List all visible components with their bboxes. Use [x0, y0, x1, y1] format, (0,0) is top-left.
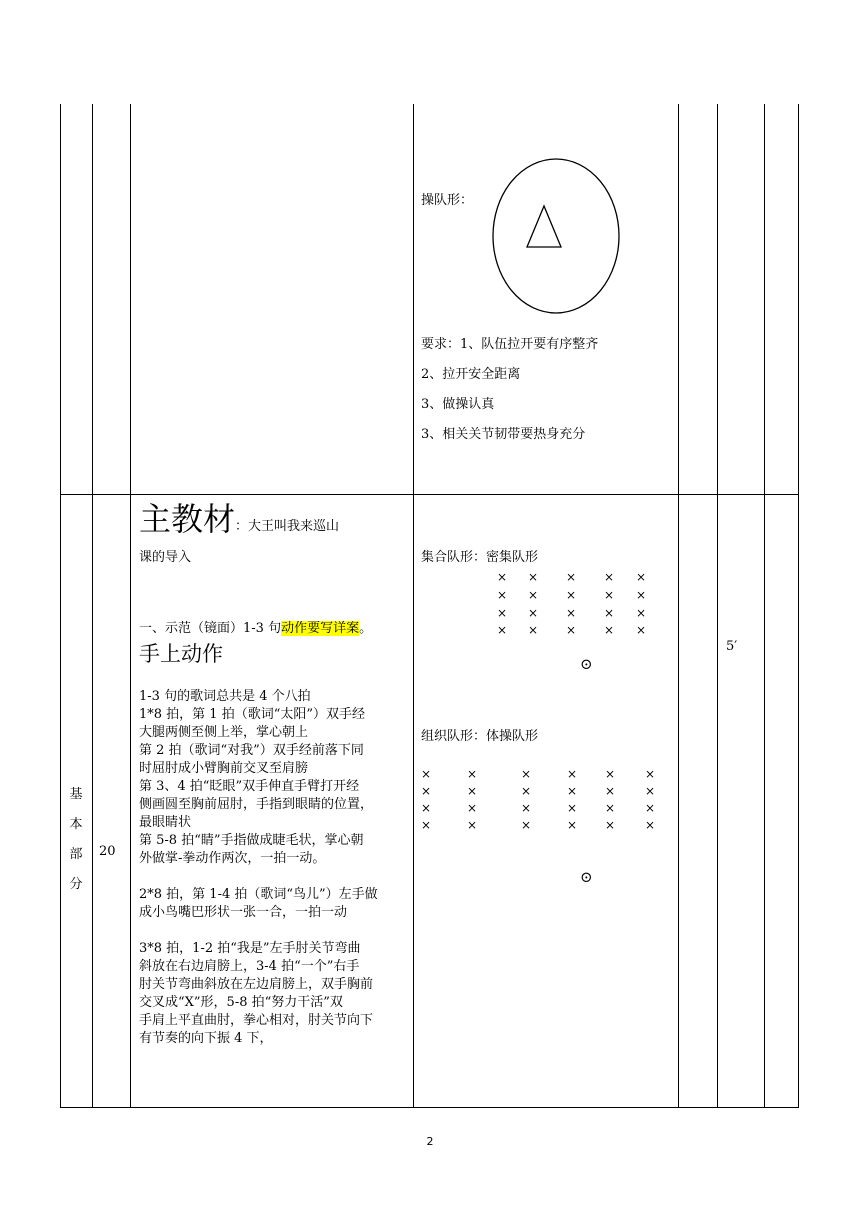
student-mark: ×: [467, 801, 478, 815]
text-line: 1-3 句的歌词总共是 4 个八拍: [139, 689, 311, 704]
teacher-triangle-icon: [527, 206, 561, 247]
requirement-item: 2、拉开安全距离: [421, 367, 521, 382]
table-col-line-5: [717, 104, 718, 1108]
demo-highlight: 动作要写详案: [281, 621, 360, 636]
text-line: 肘关节弯曲斜放在左边肩膀上，双手胸前: [139, 977, 374, 992]
student-mark: ×: [645, 818, 656, 832]
text-line: 最眼睛状: [139, 815, 192, 830]
student-mark: ×: [528, 606, 539, 620]
table-border-left: [60, 104, 61, 1108]
teacher-position-icon: ⊙: [580, 655, 593, 673]
table-col-line-2: [130, 104, 131, 1108]
student-mark: ×: [528, 570, 539, 584]
organize-formation-label: 组织队形：体操队形: [421, 729, 539, 744]
section-label-char: 本: [69, 817, 83, 832]
student-mark: ×: [566, 588, 577, 602]
student-mark: ×: [421, 784, 432, 798]
student-mark: ×: [497, 570, 508, 584]
table-col-line-1: [92, 104, 93, 1108]
student-mark: ×: [421, 801, 432, 815]
student-mark: ×: [567, 767, 578, 781]
student-mark: ×: [604, 570, 615, 584]
paragraph: [139, 940, 409, 1048]
requirements-list: [421, 336, 598, 456]
page-number: 2: [426, 1135, 434, 1148]
student-mark: ×: [645, 801, 656, 815]
student-mark: ×: [521, 767, 532, 781]
table-col-line-6: [764, 104, 765, 1108]
section-label-char: 部: [69, 847, 83, 862]
main-title: [139, 500, 339, 538]
text-line: 第 5-8 拍“睛”手指做成睫毛状，掌心朝: [139, 833, 364, 848]
student-mark: ×: [421, 767, 432, 781]
student-mark: ×: [521, 784, 532, 798]
student-mark: ×: [566, 623, 577, 637]
text-line: 第 2 拍（歌词“对我”）双手经前落下同: [139, 743, 364, 758]
student-mark: ×: [567, 801, 578, 815]
text-line: 成小鸟嘴巴形状一张一合，一拍一动: [139, 905, 348, 920]
section-label-char: 基: [69, 787, 83, 802]
student-mark: ×: [605, 818, 616, 832]
table-row-divider: [60, 494, 799, 495]
student-mark: ×: [636, 606, 647, 620]
table-col-line-4: [678, 104, 679, 1108]
lesson-subtitle: 课的导入: [139, 550, 192, 565]
student-mark: ×: [645, 767, 656, 781]
text-line: 1*8 拍，第 1 拍（歌词“太阳”）双手经: [139, 707, 366, 722]
hand-actions-heading: 手上动作: [139, 642, 223, 666]
requirement-item: 要求：1、队伍拉开要有序整齐: [421, 337, 599, 352]
demo-line: [139, 620, 372, 638]
text-line: 交叉成“X”形，5-8 拍“努力干活”双: [139, 995, 343, 1010]
student-mark: ×: [497, 588, 508, 602]
text-line: 侧画圆至胸前屈肘，手指到眼睛的位置，: [139, 797, 374, 812]
text-line: 3*8 拍，1-2 拍“我是”左手肘关节弯曲: [139, 941, 361, 956]
student-mark: ×: [605, 767, 616, 781]
requirement-item: 3、相关关节韧带要热身充分: [421, 427, 586, 442]
student-mark: ×: [497, 606, 508, 620]
student-mark: ×: [604, 606, 615, 620]
demo-prefix: 一、示范（镜面）1-3 句: [139, 621, 282, 636]
text-line: 时屈肘成小臂胸前交叉至肩膀: [139, 761, 309, 776]
student-mark: ×: [421, 818, 432, 832]
student-mark: ×: [497, 623, 508, 637]
text-line: 手肩上平直曲肘，拳心相对，肘关节向下: [139, 1013, 374, 1028]
student-mark: ×: [467, 767, 478, 781]
teacher-position-icon: ⊙: [580, 868, 593, 886]
student-mark: ×: [521, 818, 532, 832]
student-mark: ×: [567, 784, 578, 798]
student-mark: ×: [467, 818, 478, 832]
student-mark: ×: [605, 801, 616, 815]
requirement-item: 3、做操认真: [421, 397, 495, 412]
student-mark: ×: [636, 570, 647, 584]
duration-minutes: 20: [99, 844, 116, 859]
student-mark: ×: [645, 784, 656, 798]
student-mark: ×: [528, 623, 539, 637]
time-mark: 5′: [726, 639, 738, 654]
table-border-right: [798, 104, 799, 1108]
demo-suffix: 。: [359, 621, 373, 636]
student-mark: ×: [636, 623, 647, 637]
gather-formation-label: 集合队形：密集队形: [421, 550, 539, 565]
formation-diagram: [490, 156, 622, 316]
student-mark: ×: [604, 588, 615, 602]
instruction-text: [139, 688, 409, 1048]
text-line: 第 3、4 拍“眨眼”双手伸直手臂打开经: [139, 779, 360, 794]
student-mark: ×: [567, 818, 578, 832]
student-mark: ×: [566, 570, 577, 584]
student-mark: ×: [566, 606, 577, 620]
table-col-line-3: [413, 104, 414, 1108]
student-mark: ×: [605, 784, 616, 798]
section-label-char: 分: [69, 877, 83, 892]
text-line: 2*8 拍，第 1-4 拍（歌词“鸟儿”）左手做: [139, 887, 378, 902]
section-label: [61, 780, 91, 900]
text-line: 有节奏的向下振 4 下，: [139, 1031, 273, 1046]
text-line: 斜放在右边肩膀上，3-4 拍“一个”右手: [139, 959, 360, 974]
text-line: 大腿两侧至侧上举，掌心朝上: [139, 725, 309, 740]
main-title-large: 主教材: [139, 500, 236, 538]
table-border-bottom: [60, 1107, 799, 1108]
paragraph: [139, 688, 409, 868]
student-mark: ×: [636, 588, 647, 602]
student-mark: ×: [521, 801, 532, 815]
formation-label: 操队形：: [421, 193, 474, 208]
student-mark: ×: [604, 623, 615, 637]
paragraph: [139, 886, 409, 922]
student-mark: ×: [467, 784, 478, 798]
student-mark: ×: [528, 588, 539, 602]
text-line: 外做掌-拳动作两次，一拍一动。: [139, 851, 326, 866]
main-title-small: ：大王叫我来巡山: [235, 519, 340, 534]
